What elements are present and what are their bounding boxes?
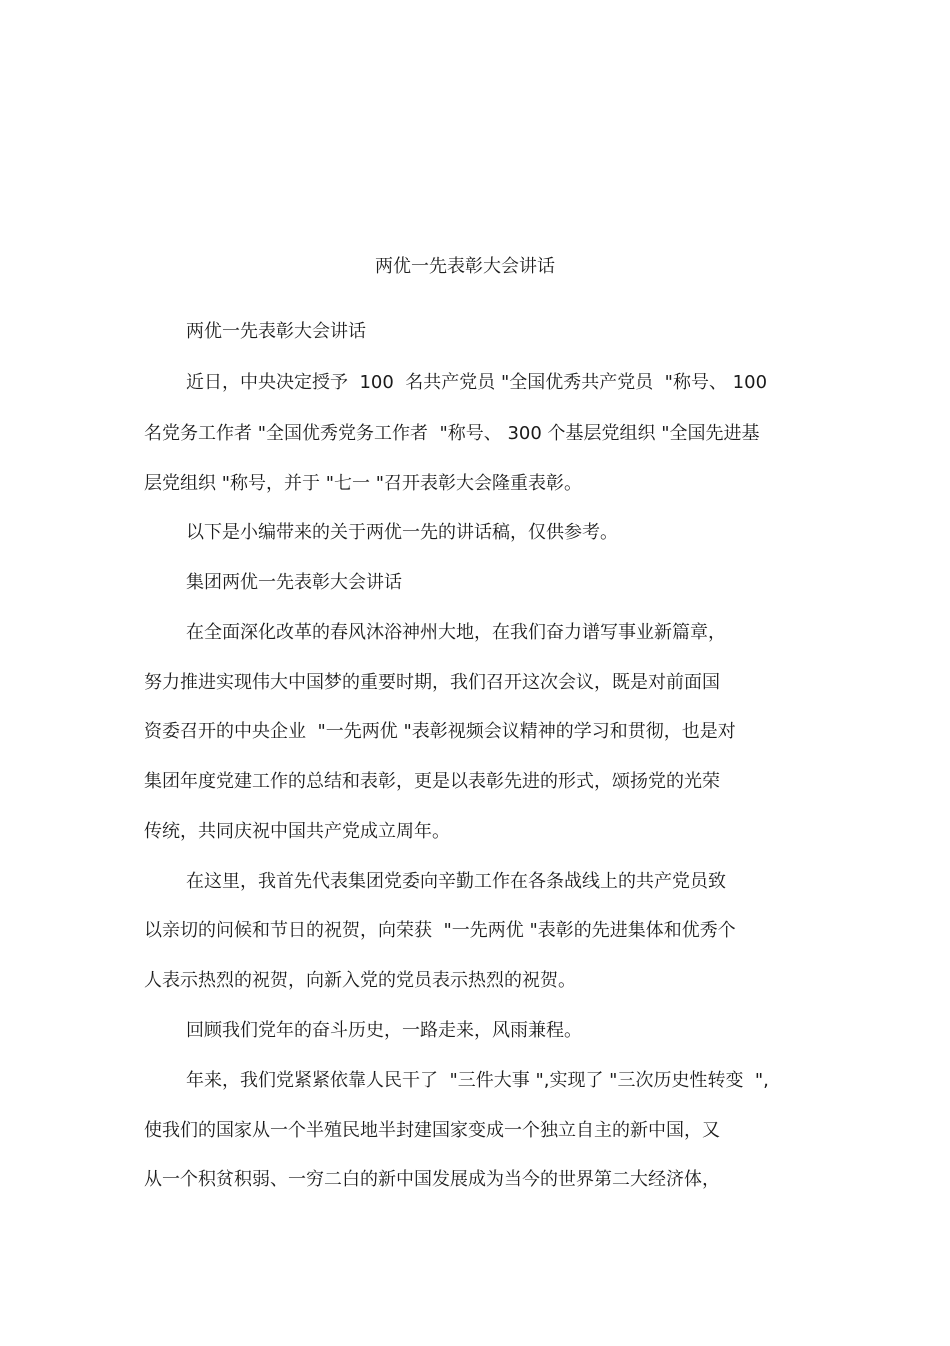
paragraph-line: 以下是小编带来的关于两优一先的讲话稿，仅供参考。 (186, 522, 618, 543)
paragraph-line: 回顾我们党年的奋斗历史，一路走来，风雨兼程。 (186, 1020, 582, 1041)
paragraph-line: 人表示热烈的祝贺，向新入党的党员表示热烈的祝贺。 (144, 970, 576, 991)
paragraph-line: 资委召开的中央企业 "一先两优 "表彰视频会议精神的学习和贯彻，也是对 (144, 721, 736, 742)
paragraph-line: 名党务工作者 "全国优秀党务工作者 "称号、 300 个基层党组织 "全国先进基 (144, 423, 760, 444)
section-heading: 集团两优一先表彰大会讲话 (186, 572, 402, 593)
paragraph-line: 努力推进实现伟大中国梦的重要时期，我们召开这次会议，既是对前面国 (144, 672, 720, 693)
section-heading: 两优一先表彰大会讲话 (186, 321, 366, 342)
document-title: 两优一先表彰大会讲话 (375, 256, 555, 277)
paragraph-line: 近日，中央决定授予 100 名共产党员 "全国优秀共产党员 "称号、 100 (186, 372, 768, 393)
paragraph-line: 传统，共同庆祝中国共产党成立周年。 (144, 821, 450, 842)
paragraph-line: 集团年度党建工作的总结和表彰，更是以表彰先进的形式，颂扬党的光荣 (144, 771, 720, 792)
paragraph-line: 使我们的国家从一个半殖民地半封建国家变成一个独立自主的新中国，又 (144, 1120, 720, 1141)
paragraph-line: 层党组织 "称号，并于 "七一 "召开表彰大会隆重表彰。 (144, 473, 583, 494)
paragraph-line: 以亲切的问候和节日的祝贺，向荣获 "一先两优 "表彰的先进集体和优秀个 (144, 920, 736, 941)
paragraph-line: 年来，我们党紧紧依靠人民干了 "三件大事 ",实现了 "三次历史性转变 ", (186, 1070, 769, 1091)
paragraph-line: 在这里，我首先代表集团党委向辛勤工作在各条战线上的共产党员致 (186, 871, 726, 892)
paragraph-line: 在全面深化改革的春风沐浴神州大地，在我们奋力谱写事业新篇章， (186, 622, 726, 643)
paragraph-line: 从一个积贫积弱、一穷二白的新中国发展成为当今的世界第二大经济体， (144, 1169, 720, 1190)
